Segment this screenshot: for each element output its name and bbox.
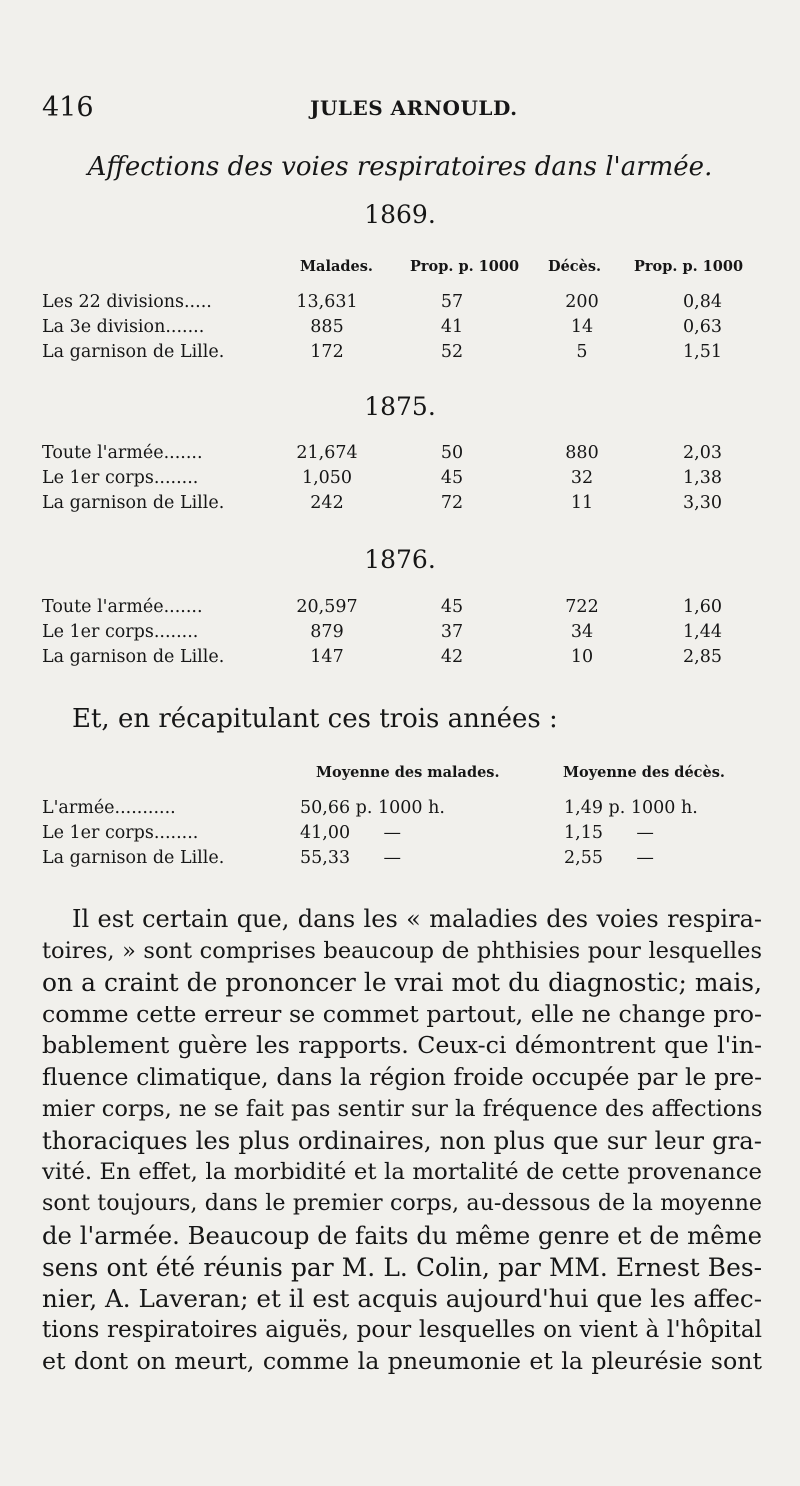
table-row	[42, 443, 742, 467]
cell-prop1: 41	[440, 317, 464, 337]
cell-prop2: 2,03	[683, 443, 722, 463]
paragraph-line: nier, A. Laveran; et il est acquis aujourd'hui que les affec-	[42, 1284, 762, 1314]
cell-deces: 880	[565, 443, 599, 463]
table-row	[42, 848, 742, 872]
cell-prop2: 0,63	[683, 317, 722, 337]
row-label: Le 1er corps........	[42, 468, 199, 488]
table-row	[42, 622, 742, 646]
cell-prop2: 0,84	[683, 292, 722, 312]
cell-moyenne-malades: 50,66 p. 1000 h.	[300, 798, 445, 818]
paragraph-line: tions respiratoires aiguës, pour lesquelles on vient à l'hôpital	[42, 1316, 762, 1343]
cell-malades: 20,597	[296, 597, 358, 617]
cell-prop2: 1,60	[683, 597, 722, 617]
table-row	[42, 342, 742, 366]
row-label: La 3e division.......	[42, 317, 205, 337]
paragraph-line: vité. En effet, la morbidité et la mortalité de cette provenance	[42, 1158, 762, 1185]
cell-moyenne-deces: 1,49 p. 1000 h.	[564, 798, 698, 818]
paragraph-line: thoraciques les plus ordinaires, non plus que sur leur gra-	[42, 1126, 762, 1156]
cell-malades: 147	[310, 647, 344, 667]
cell-prop2: 1,38	[683, 468, 722, 488]
paragraph-line: mier corps, ne se fait pas sentir sur la fréquence des affections	[42, 1095, 763, 1122]
cell-malades: 21,674	[296, 443, 358, 463]
cell-malades: 172	[310, 342, 344, 362]
table-row	[42, 798, 742, 822]
table-row	[42, 823, 742, 847]
cell-malades: 242	[310, 493, 344, 513]
year-heading-1875: 1875.	[364, 392, 436, 421]
cell-prop2: 3,30	[683, 493, 722, 513]
cell-deces: 5	[576, 342, 588, 362]
cell-prop2: 2,85	[683, 647, 722, 667]
col-head-prop2: Prop. p. 1000	[634, 258, 744, 275]
row-label: Le 1er corps........	[42, 823, 199, 843]
recap-heading: Et, en récapitulant ces trois années :	[72, 704, 558, 734]
table-row	[42, 493, 742, 517]
cell-prop2: 1,44	[683, 622, 722, 642]
paragraph-line: et dont on meurt, comme la pneumonie et la pleurésie sont	[42, 1347, 762, 1376]
col-head-malades: Malades.	[300, 258, 373, 275]
row-label: Toute l'armée.......	[42, 597, 203, 617]
year-heading-1876: 1876.	[364, 545, 436, 574]
row-label: L'armée...........	[42, 798, 176, 818]
table-row	[42, 647, 742, 671]
cell-prop1: 45	[440, 468, 464, 488]
cell-prop1: 37	[440, 622, 464, 642]
page-number: 416	[42, 92, 94, 123]
cell-deces: 200	[565, 292, 599, 312]
paragraph-line: comme cette erreur se commet partout, elle ne change pro-	[42, 999, 762, 1028]
row-label: La garnison de Lille.	[42, 342, 225, 362]
cell-prop1: 42	[440, 647, 464, 667]
table-row	[42, 597, 742, 621]
paragraph-line: bablement guère les rapports. Ceux-ci démontrent que l'in-	[42, 1031, 762, 1060]
col-head-moyenne-malades: Moyenne des malades.	[316, 764, 500, 781]
page-header	[42, 92, 762, 128]
col-head-deces: Décès.	[548, 258, 602, 275]
cell-malades: 13,631	[296, 292, 358, 312]
cell-prop1: 72	[440, 493, 464, 513]
cell-malades: 885	[310, 317, 344, 337]
cell-moyenne-malades: 41,00 —	[300, 823, 401, 843]
table-title: Affections des voies respiratoires dans l'armée.	[87, 152, 713, 182]
cell-moyenne-malades: 55,33 —	[300, 848, 401, 868]
cell-malades: 1,050	[301, 468, 353, 488]
row-label: Le 1er corps........	[42, 622, 199, 642]
paragraph-line: de l'armée. Beaucoup de faits du même genre et de même	[42, 1220, 762, 1250]
cell-malades: 879	[310, 622, 344, 642]
paragraph-line: sont toujours, dans le premier corps, au-dessous de la moyenne	[42, 1190, 762, 1217]
paragraph-line: toires, » sont comprises beaucoup de phthisies pour lesquelles	[42, 937, 762, 964]
row-label: La garnison de Lille.	[42, 493, 225, 513]
table-row	[42, 292, 742, 316]
cell-prop1: 45	[440, 597, 464, 617]
col-head-prop1: Prop. p. 1000	[410, 258, 520, 275]
row-label: La garnison de Lille.	[42, 848, 225, 868]
table-row	[42, 317, 742, 341]
cell-prop1: 57	[440, 292, 464, 312]
year-heading-1869: 1869.	[364, 200, 436, 229]
body-paragraph	[42, 904, 762, 1378]
cell-moyenne-deces: 2,55 —	[564, 848, 654, 868]
table-row	[42, 468, 742, 492]
row-label: La garnison de Lille.	[42, 647, 225, 667]
running-head: JULES ARNOULD.	[310, 96, 518, 120]
cell-prop1: 50	[440, 443, 464, 463]
cell-moyenne-deces: 1,15 —	[564, 823, 654, 843]
col-head-moyenne-deces: Moyenne des décès.	[563, 764, 725, 781]
paragraph-line: on a craint de prononcer le vrai mot du diagnostic; mais,	[42, 968, 762, 998]
cell-prop1: 52	[440, 342, 464, 362]
cell-deces: 10	[570, 647, 594, 667]
cell-deces: 722	[565, 597, 599, 617]
paragraph-line: Il est certain que, dans les « maladies des voies respira-	[72, 905, 762, 933]
row-label: Toute l'armée.......	[42, 443, 203, 463]
cell-prop2: 1,51	[683, 342, 722, 362]
cell-deces: 34	[570, 622, 594, 642]
paragraph-line: fluence climatique, dans la région froide occupée par le pre-	[42, 1062, 762, 1091]
cell-deces: 11	[570, 493, 594, 513]
paragraph-line: sens ont été réunis par M. L. Colin, par MM. Ernest Bes-	[42, 1252, 762, 1282]
row-label: Les 22 divisions.....	[42, 292, 212, 312]
cell-deces: 32	[570, 468, 594, 488]
cell-deces: 14	[570, 317, 594, 337]
